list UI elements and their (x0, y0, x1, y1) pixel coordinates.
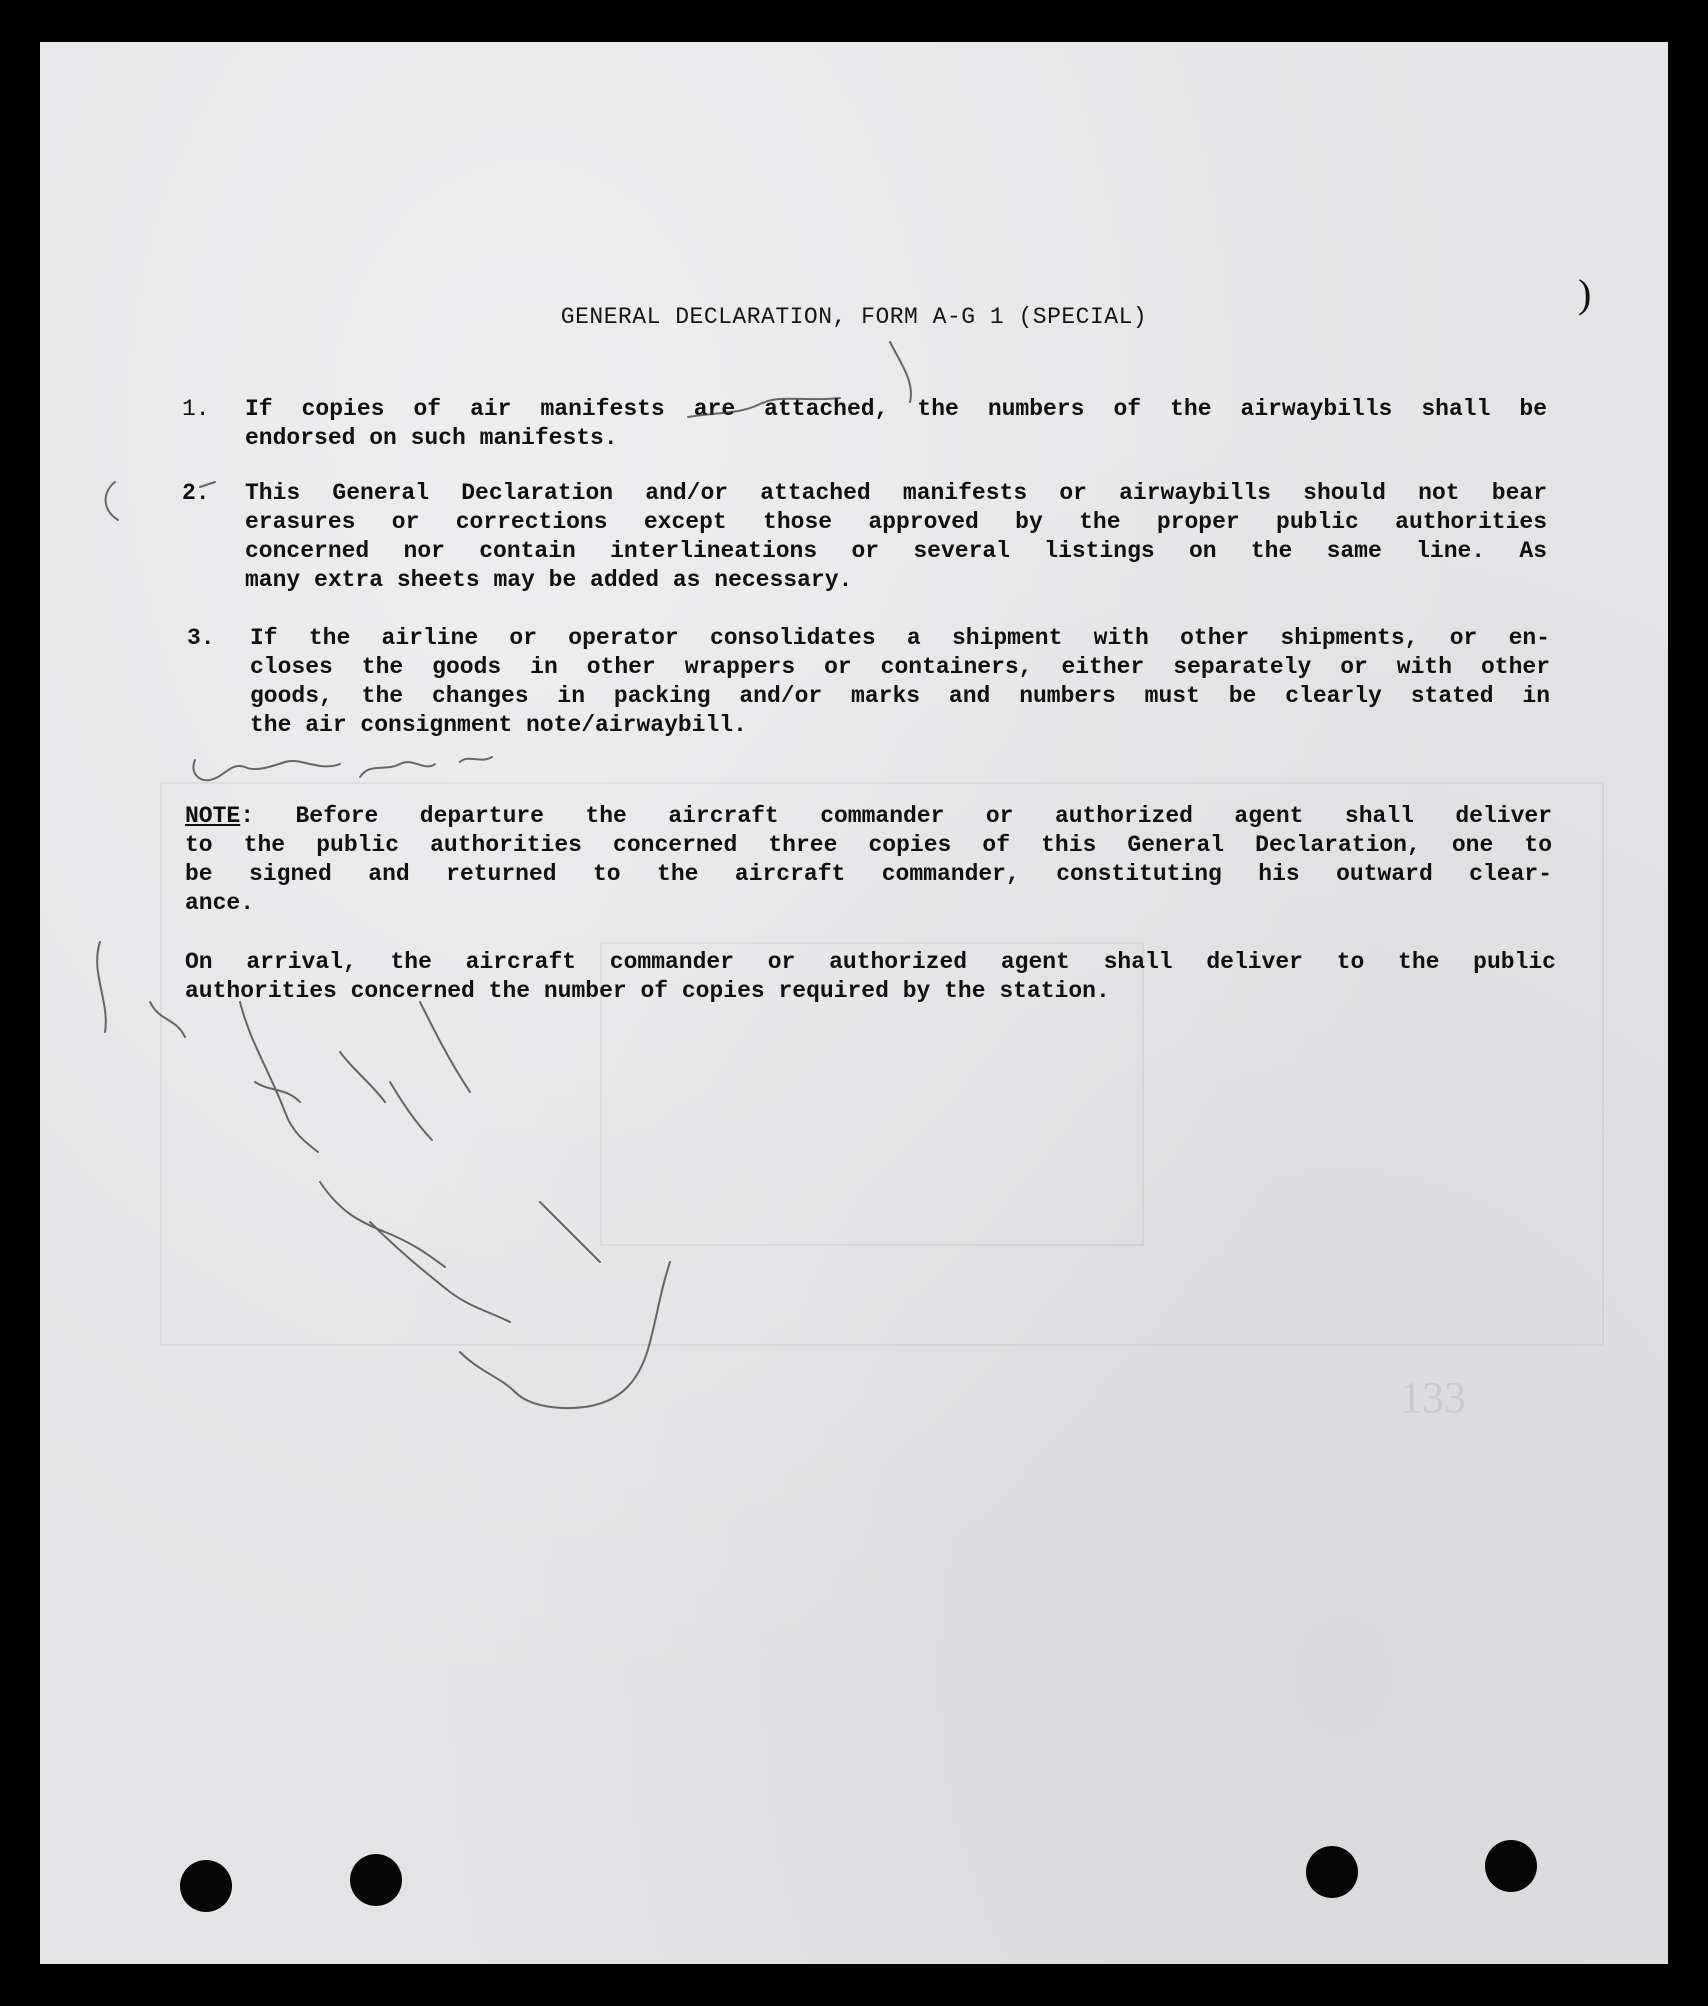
item-1-line-2: endorsed on such manifests. (245, 425, 618, 451)
signature-stroke-8 (320, 1182, 445, 1267)
signature-stroke-11 (540, 1202, 600, 1262)
item-number-3: 3. (187, 625, 215, 651)
scribble-bracket-left (106, 482, 118, 520)
scribble-item1 (688, 398, 840, 417)
signature-stroke-3 (240, 1002, 318, 1152)
signature-stroke-7 (420, 1002, 470, 1092)
arrival-line-2: authorities concerned the number of copies required by the station. (185, 978, 1110, 1004)
scribble-item1-b (890, 342, 911, 402)
item-2-line-3: concerned nor contain interlineations or several listings on the same line. As (245, 538, 1547, 564)
margin-bracket-mark: ) (1578, 271, 1592, 316)
punch-hole-1 (180, 1860, 232, 1912)
item-3-line-3: goods, the changes in packing and/or marks and numbers must be clearly stated in (250, 683, 1550, 709)
signature-stroke-5 (340, 1052, 385, 1102)
note-line-2: to the public authorities concerned three copies of this General Declaration, one to (185, 832, 1552, 858)
scribble-item2-mark (200, 482, 215, 487)
scribble-under-3 (193, 760, 340, 780)
signature-stroke-1 (97, 942, 106, 1032)
document-title: GENERAL DECLARATION, FORM A-G 1 (SPECIAL) (560, 304, 1148, 330)
note-label: NOTE (185, 803, 241, 829)
note-line-3: be signed and returned to the aircraft commander, constituting his outward clear- (185, 861, 1552, 887)
arrival-line-1: On arrival, the aircraft commander or authorized agent shall deliver to the public (185, 949, 1556, 975)
item-2-line-4: many extra sheets may be added as necessary. (245, 567, 853, 593)
punch-hole-3 (1306, 1846, 1358, 1898)
scribble-under-3-b (360, 762, 435, 777)
item-number-2: 2. (182, 480, 210, 506)
scribble-under-3-c (460, 757, 492, 762)
note-line-4: ance. (185, 890, 255, 916)
punch-hole-4 (1485, 1840, 1537, 1892)
item-2-line-2: erasures or corrections except those approved by the proper public authorities (245, 509, 1547, 535)
item-3-line-4: the air consignment note/airwaybill. (250, 712, 747, 738)
signature-stroke-10 (460, 1262, 670, 1408)
note-line-1-rest: : Before departure the aircraft commander or authorized agent shall deliver (240, 803, 1552, 829)
item-3-line-1: If the airline or operator consolidates a shipment with other shipments, or en- (250, 625, 1550, 651)
signature-stroke-6 (390, 1082, 432, 1140)
signature-stroke-9 (370, 1222, 510, 1322)
item-1-line-1: If copies of air manifests are attached, the numbers of the airwaybills shall be (245, 396, 1547, 422)
document-page (40, 42, 1668, 1964)
signature-stroke-2 (150, 1002, 185, 1037)
handwritten-scribbles (40, 42, 1668, 1964)
bleed-through-number: 133 (1400, 1373, 1466, 1422)
item-2-line-1: This General Declaration and/or attached manifests or airwaybills should not bear (245, 480, 1547, 506)
item-number-1: 1. (182, 396, 210, 422)
punch-hole-2 (350, 1854, 402, 1906)
item-3-line-2: closes the goods in other wrappers or containers, either separately or with other (250, 654, 1550, 680)
